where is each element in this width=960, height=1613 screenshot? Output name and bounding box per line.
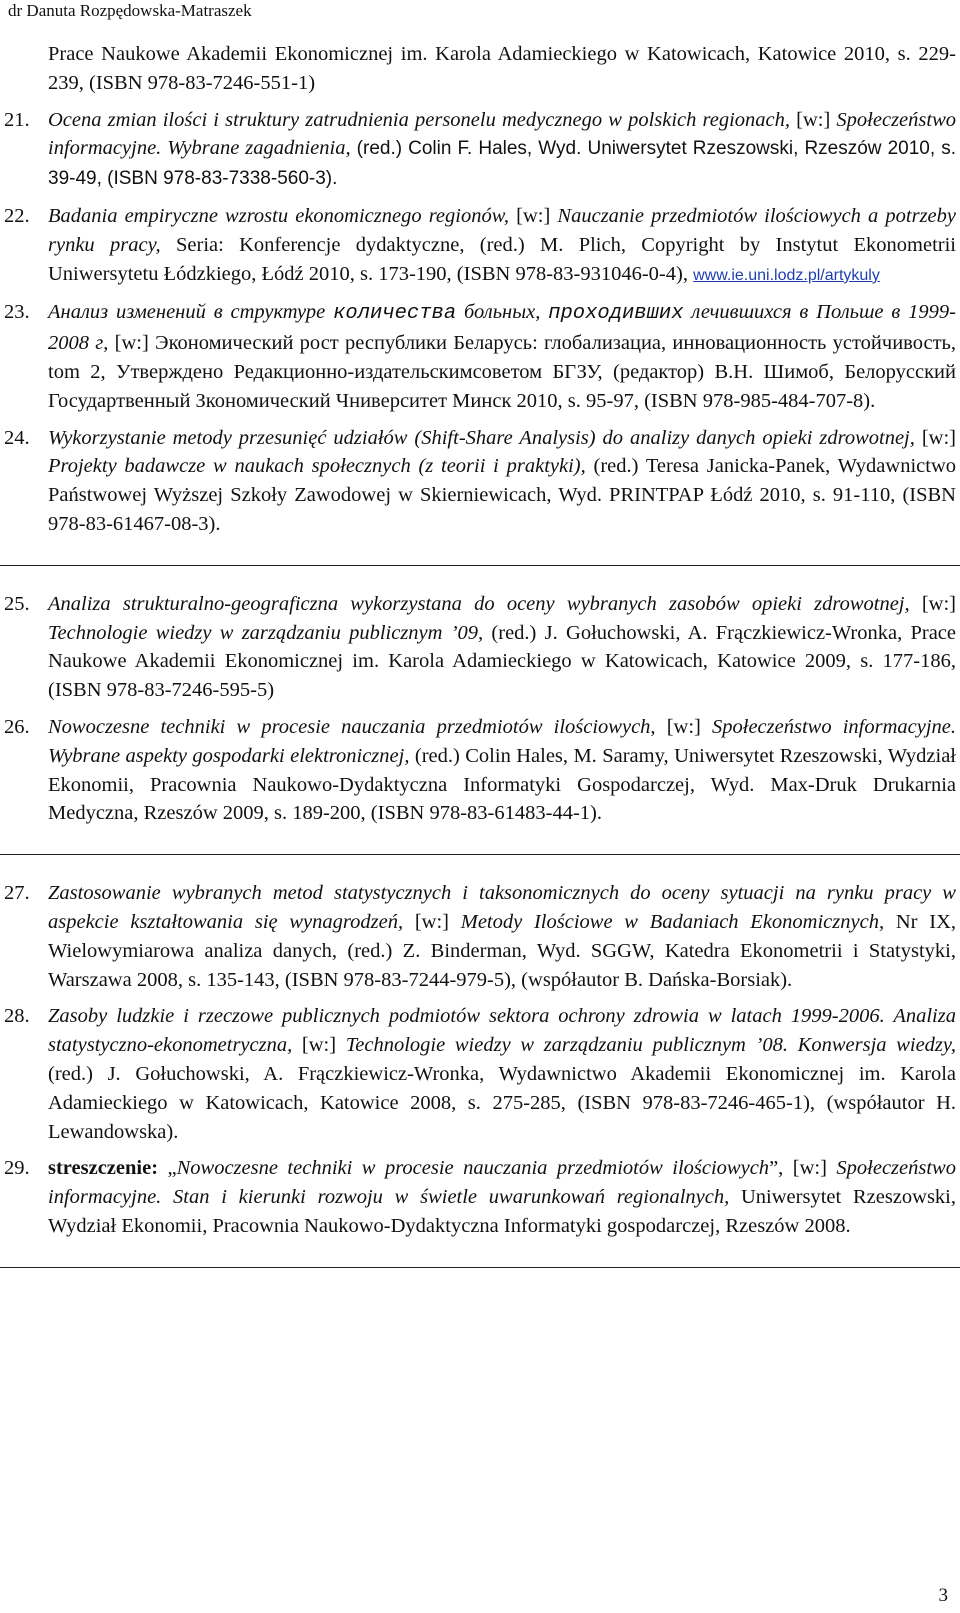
entry-book: Technologie wiedzy w zarządzaniu publicznym ’09,: [48, 621, 484, 644]
entry-number: 24.: [4, 426, 30, 449]
quote-open: „: [158, 1157, 177, 1180]
list-item: [4, 1154, 956, 1240]
entry-in: [w:]: [790, 108, 837, 131]
entry-book: Metody Ilościowe w Badaniach Ekonomicznych,: [460, 910, 885, 933]
page-number: 3: [938, 1585, 948, 1606]
list-item: [4, 713, 956, 828]
section-divider: [0, 854, 960, 855]
publication-list: [4, 40, 956, 1292]
entry-title: Analiza strukturalno-geograficzna wykorzystana do oceny wybranych zasobów opieki zdrowotnej,: [48, 592, 910, 615]
entry-text: Prace Naukowe Akademii Ekonomicznej im. Karola Adamieckiego w Katowicach, Katowice 2010, s. 229-239, (ISBN 978-83-7246-551-1): [48, 43, 956, 94]
entry-number: 21.: [4, 108, 30, 131]
entry-details: Nr IX, Wielowymiarowa analiza danych, (red.) Z. Binderman, Wyd. SGGW, Katedra Ekonometrii i Statystyki, Warszawa 2008, s. 135-143, (ISBN 978-83-7244-979-5), (współautor B. Dańska-Borsiak).: [48, 910, 956, 991]
entry-number: 28.: [4, 1005, 30, 1028]
section-divider: [0, 1267, 960, 1268]
entry-number: 22.: [4, 204, 30, 227]
section-divider: [0, 565, 960, 566]
entry-book: Społeczeństwo informacyjne. Stan i kierunki rozwoju w świetle uwarunkowań regionalnych,: [48, 1157, 956, 1209]
entry-title: Zasoby ludzkie i rzeczowe publicznych podmiotów sektora ochrony zdrowia w latach 1999-2006. Analiza statystyczno-ekonometryczna,: [48, 1005, 956, 1057]
entry-title: Zastosowanie wybranych metod statystycznych i taksonomicznych do oceny sytuacji na rynku pracy w aspekcie kształtowania się wynagrodzeń,: [48, 882, 956, 933]
entry-title-part: количества: [333, 302, 457, 326]
entry-book: Społeczeństwo informacyjne. Wybrane aspekty gospodarki elektronicznej,: [48, 715, 957, 767]
entry-book: Projekty badawcze w naukach społecznych (z teorii i praktyki),: [48, 455, 586, 478]
entry-label: streszczenie:: [48, 1157, 159, 1180]
entry-in: [w:]: [909, 592, 956, 615]
list-item: [4, 590, 956, 705]
entry-details: (red.) J. Gołuchowski, A. Frączkiewicz-Wronka, Wydawnictwo Akademii Ekonomicznej im. Karola Adamieckiego w Katowicach, Katowice 2008, s. 275-285, (ISBN 978-83-7246-465-1), (współautor H. Lewandowska).: [48, 1062, 956, 1143]
entry-title-part: больных,: [456, 301, 549, 324]
running-header: [8, 0, 252, 22]
entry-details: (red.) Colin F. Hales, Wyd. Uniwersytet Rzeszowski, Rzeszów 2010, s. 39-49, (ISBN 978-83-7338-560-3).: [48, 138, 956, 190]
entry-title-part: лечившихся в Польше в 1999-2008 г,: [48, 301, 956, 355]
entry-number: 26.: [4, 715, 30, 738]
entry-in: [w:]: [403, 910, 461, 933]
entry-number: 25.: [4, 592, 30, 615]
author-name: dr Danuta Rozpędowska-Matraszek: [8, 1, 252, 20]
entry-details: Seria: Konferencje dydaktyczne, (red.) M. Plich, Copyright by Instytut Ekonometrii Uniwersytetu Łódzkiego, Łódź 2010, s. 173-190, (ISBN 978-83-931046-0-4),: [48, 233, 956, 285]
entry-in: [w:]: [292, 1034, 346, 1057]
entry-in: [w:]: [914, 426, 956, 449]
list-item: [4, 106, 956, 194]
entry-details: [w:] Экономический рост республики Беларусь: глобализациа, инновационность устойчивость, tom 2, Утверждено Редакционно-издательскимсоветом БГЗУ, (редактор) В.Н. Шимоб, Белорусский Государтвенный Зкономический Чниверситет Минск 2010, s. 95-97, (ISBN 978-985-484-707-8).: [48, 332, 956, 412]
entry-details: Uniwersytet Rzeszowski, Wydział Ekonomii, Pracownia Naukowo-Dydaktyczna Informatyki gospodarczej, Rzeszów 2008.: [48, 1186, 957, 1237]
entry-details: (red.) Teresa Janicka-Panek, Wydawnictwo Państwowej Wyższej Szkoły Zawodowej w Skierniewicach, Wyd. PRINTPAP Łódź 2010, s. 91-110, (ISBN 978-83-61467-08-3).: [48, 455, 956, 535]
entry-title: Ocena zmian ilości i struktury zatrudnienia personelu medycznego w polskich regionach,: [48, 108, 791, 131]
entry-book: Technologie wiedzy w zarządzaniu publicznym ’08. Konwersja wiedzy,: [345, 1034, 956, 1057]
entry-in: [w:]: [655, 715, 713, 738]
entry-title: Badania empiryczne wzrostu ekonomicznego regionów,: [48, 204, 510, 227]
list-item: [4, 1002, 956, 1146]
list-item: [4, 202, 956, 290]
entry-title-part: Анализ изменений в структуре: [48, 301, 334, 324]
entry-number: 23.: [4, 301, 30, 324]
entry-details: (red.) J. Gołuchowski, A. Frączkiewicz-Wronka, Prace Naukowe Akademii Ekonomicznej im. Karola Adamieckiego w Katowicach, Katowice 2009, s. 177-186, (ISBN 978-83-7246-595-5): [48, 621, 956, 702]
entry-details: (red.) Colin Hales, M. Saramy, Uniwersytet Rzeszowski, Wydział Ekonomii, Pracownia Naukowo-Dydaktyczna Informatyki Gospodarczej, Wyd. Max-Druk Drukarnia Medyczna, Rzeszów 2009, s. 189-200, (ISBN 978-83-61483-44-1).: [48, 744, 956, 825]
entry-book: Społeczeństwo informacyjne. Wybrane zagadnienia,: [48, 108, 956, 160]
list-item: [4, 424, 956, 539]
list-item: [4, 298, 956, 415]
entry-title: Nowoczesne techniki w procesie nauczania przedmiotów ilościowych,: [48, 715, 656, 738]
entry-number: 27.: [4, 882, 30, 905]
entry-title: Nowoczesne techniki w procesie nauczania przedmiotów ilościowych: [176, 1157, 770, 1180]
entry-book: Nauczanie przedmiotów ilościowych a potrzeby rynku pracy,: [48, 204, 957, 256]
entry-number: 29.: [4, 1157, 30, 1180]
entry-title: Wykorzystanie metody przesunięć udziałów (Shift-Share Analysis) do analizy danych opieki zdrowotnej,: [48, 426, 915, 449]
entry-title-part: проходивших: [548, 302, 684, 326]
list-item: [4, 879, 956, 994]
article-link[interactable]: www.ie.uni.lodz.pl/artykuly: [693, 266, 880, 284]
entry-in: ”, [w:]: [769, 1157, 837, 1180]
list-item: [4, 40, 956, 98]
entry-in: [w:]: [509, 204, 558, 227]
